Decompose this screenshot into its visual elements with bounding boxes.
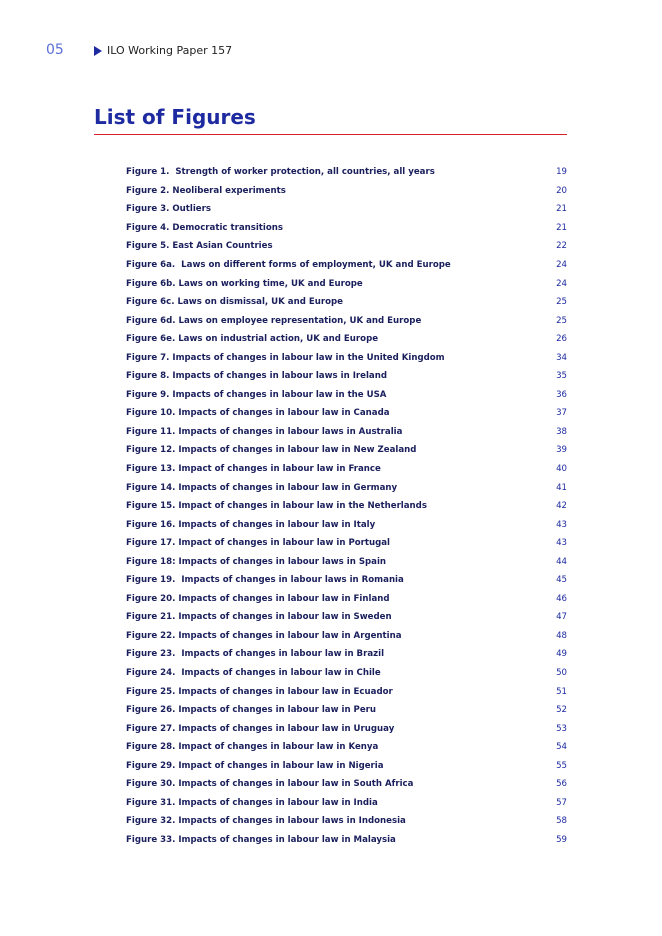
figure-list-item[interactable] (126, 701, 567, 720)
figure-list-item[interactable] (126, 757, 567, 776)
figure-list-item[interactable] (126, 812, 567, 831)
figure-title[interactable]: Figure 7. Impacts of changes in labour law in the United Kingdom (126, 352, 445, 363)
figure-list-item[interactable] (126, 330, 567, 349)
figure-page-number[interactable]: 19 (556, 167, 567, 178)
figure-title[interactable]: Figure 21. Impacts of changes in labour law in Sweden (126, 612, 392, 623)
figure-page-number[interactable]: 24 (556, 278, 567, 289)
figure-list-item[interactable] (126, 293, 567, 312)
figure-title[interactable]: Figure 26. Impacts of changes in labour law in Peru (126, 705, 377, 716)
figure-page-number[interactable]: 22 (556, 241, 567, 252)
figure-list-item[interactable] (126, 423, 567, 442)
figure-list-item[interactable] (126, 794, 567, 813)
figure-list-item[interactable] (126, 552, 567, 571)
figure-title[interactable]: Figure 4. Democratic transitions (126, 222, 283, 233)
figure-list-item[interactable] (126, 237, 567, 256)
triangle-marker-icon (94, 46, 102, 56)
figure-list-item[interactable] (126, 163, 567, 182)
figure-list-item[interactable] (126, 738, 567, 757)
figure-title[interactable]: Figure 6d. Laws on employee representation, UK and Europe (126, 315, 422, 326)
figure-title[interactable]: Figure 6b. Laws on working time, UK and Europe (126, 278, 363, 289)
figure-page-number[interactable]: 53 (556, 723, 567, 734)
figure-title[interactable]: Figure 23. Impacts of changes in labour law in Brazil (126, 649, 385, 660)
figure-list-item[interactable] (126, 534, 567, 553)
figure-page-number[interactable]: 25 (556, 297, 567, 308)
figure-title[interactable]: Figure 1. Strength of worker protection, all countries, all years (126, 167, 435, 178)
figure-title[interactable]: Figure 18: Impacts of changes in labour laws in Spain (126, 556, 387, 567)
figure-list-item[interactable] (126, 460, 567, 479)
figure-title[interactable]: Figure 16. Impacts of changes in labour law in Italy (126, 519, 376, 530)
figure-list-item[interactable] (126, 515, 567, 534)
figure-page-number[interactable]: 55 (556, 760, 567, 771)
figure-page-number[interactable]: 52 (556, 705, 567, 716)
title-divider (94, 134, 567, 135)
figure-title[interactable]: Figure 25. Impacts of changes in labour law in Ecuador (126, 686, 393, 697)
page-number: 05 (46, 42, 64, 58)
figure-title[interactable]: Figure 6e. Laws on industrial action, UK and Europe (126, 334, 379, 345)
figure-page-number[interactable]: 44 (556, 556, 567, 567)
running-title: ILO Working Paper 157 (107, 44, 233, 57)
figure-page-number[interactable]: 49 (556, 649, 567, 660)
figure-title[interactable]: Figure 8. Impacts of changes in labour laws in Ireland (126, 371, 387, 382)
figure-page-number[interactable]: 41 (556, 482, 567, 493)
figure-page-number[interactable]: 45 (556, 575, 567, 586)
figure-list-item[interactable] (126, 664, 567, 683)
figure-page-number[interactable]: 37 (556, 408, 567, 419)
figure-list-item[interactable] (126, 775, 567, 794)
running-header (94, 44, 232, 57)
figure-page-number[interactable]: 25 (556, 315, 567, 326)
figure-title[interactable]: Figure 6c. Laws on dismissal, UK and Europe (126, 297, 343, 308)
figure-list-item[interactable] (126, 219, 567, 238)
figure-title[interactable]: Figure 20. Impacts of changes in labour law in Finland (126, 593, 390, 604)
figure-title[interactable]: Figure 32. Impacts of changes in labour laws in Indonesia (126, 816, 406, 827)
figure-page-number[interactable]: 38 (556, 426, 567, 437)
figure-page-number[interactable]: 43 (556, 538, 567, 549)
figure-title[interactable]: Figure 17. Impact of changes in labour law in Portugal (126, 538, 391, 549)
figure-page-number[interactable]: 24 (556, 260, 567, 270)
figure-page-number[interactable]: 20 (556, 185, 567, 196)
figure-title[interactable]: Figure 13. Impact of changes in labour law in France (126, 464, 381, 475)
figure-title[interactable]: Figure 31. Impacts of changes in labour law in India (126, 797, 378, 808)
figure-page-number[interactable]: 58 (556, 816, 567, 827)
figure-list-item[interactable] (126, 386, 567, 405)
figure-list-item[interactable] (126, 645, 567, 664)
figure-page-number[interactable]: 51 (556, 686, 567, 697)
figure-title[interactable]: Figure 33. Impacts of changes in labour law in Malaysia (126, 834, 396, 845)
figure-list-item[interactable] (126, 311, 567, 330)
figure-title[interactable]: Figure 2. Neoliberal experiments (126, 185, 286, 196)
figure-title[interactable]: Figure 24. Impacts of changes in labour law in Chile (126, 668, 381, 679)
figure-list-item[interactable] (126, 590, 567, 609)
figure-title[interactable]: Figure 3. Outliers (126, 204, 211, 215)
figure-list-item[interactable] (126, 367, 567, 386)
figure-page-number[interactable]: 42 (556, 501, 567, 512)
figure-title[interactable]: Figure 22. Impacts of changes in labour law in Argentina (126, 630, 402, 641)
figure-page-number[interactable]: 26 (556, 334, 567, 345)
figure-page-number[interactable]: 34 (556, 352, 567, 363)
figure-list-item[interactable] (126, 682, 567, 701)
figure-page-number[interactable]: 36 (556, 389, 567, 400)
figure-list-item[interactable] (126, 627, 567, 646)
figure-title[interactable]: Figure 29. Impact of changes in labour law in Nigeria (126, 760, 384, 771)
figure-list-item[interactable] (126, 348, 567, 367)
figure-list-item[interactable] (126, 608, 567, 627)
figure-list-item[interactable] (126, 478, 567, 497)
figure-list-item[interactable] (126, 274, 567, 293)
figure-title[interactable]: Figure 10. Impacts of changes in labour law in Canada (126, 408, 390, 419)
figure-list-item[interactable] (126, 200, 567, 219)
figure-list-item[interactable] (126, 441, 567, 460)
figure-list-item[interactable] (126, 831, 567, 850)
figure-page-number[interactable]: 54 (556, 742, 567, 753)
figure-title[interactable]: Figure 30. Impacts of changes in labour law in South Africa (126, 779, 414, 790)
figure-list-item[interactable] (126, 571, 567, 590)
figure-page-number[interactable]: 50 (556, 668, 567, 679)
figure-page-number[interactable]: 56 (556, 779, 567, 790)
figure-title[interactable]: Figure 14. Impacts of changes in labour law in Germany (126, 482, 398, 493)
figure-page-number[interactable]: 39 (556, 445, 567, 456)
figure-page-number[interactable]: 57 (556, 797, 567, 808)
figure-title[interactable]: Figure 15. Impact of changes in labour law in the Netherlands (126, 501, 427, 512)
figure-title[interactable]: Figure 5. East Asian Countries (126, 241, 273, 252)
figure-title[interactable]: Figure 27. Impacts of changes in labour law in Uruguay (126, 723, 395, 734)
figure-title[interactable]: Figure 9. Impacts of changes in labour law in the USA (126, 389, 387, 400)
figure-page-number[interactable]: 48 (556, 630, 567, 641)
figure-list-item[interactable] (126, 256, 567, 275)
figure-list-item[interactable] (126, 404, 567, 423)
figure-page-number[interactable]: 21 (556, 222, 567, 233)
page-title: List of Figures (94, 105, 256, 129)
figure-title[interactable]: Figure 6a. Laws on different forms of employment, UK and Europe (126, 260, 451, 270)
figure-page-number[interactable]: 43 (556, 519, 567, 530)
figure-title[interactable]: Figure 19. Impacts of changes in labour laws in Romania (126, 575, 404, 586)
figure-page-number[interactable]: 35 (556, 371, 567, 382)
figure-page-number[interactable]: 21 (556, 204, 567, 215)
figure-title[interactable]: Figure 11. Impacts of changes in labour laws in Australia (126, 426, 403, 437)
figure-list (126, 163, 567, 849)
figure-title[interactable]: Figure 28. Impact of changes in labour law in Kenya (126, 742, 379, 753)
figure-list-item[interactable] (126, 182, 567, 201)
figure-page-number[interactable]: 46 (556, 593, 567, 604)
figure-title[interactable]: Figure 12. Impacts of changes in labour law in New Zealand (126, 445, 417, 456)
figure-page-number[interactable]: 47 (556, 612, 567, 623)
figure-page-number[interactable]: 59 (556, 834, 567, 845)
figure-list-item[interactable] (126, 719, 567, 738)
figure-page-number[interactable]: 40 (556, 464, 567, 475)
figure-list-item[interactable] (126, 497, 567, 516)
